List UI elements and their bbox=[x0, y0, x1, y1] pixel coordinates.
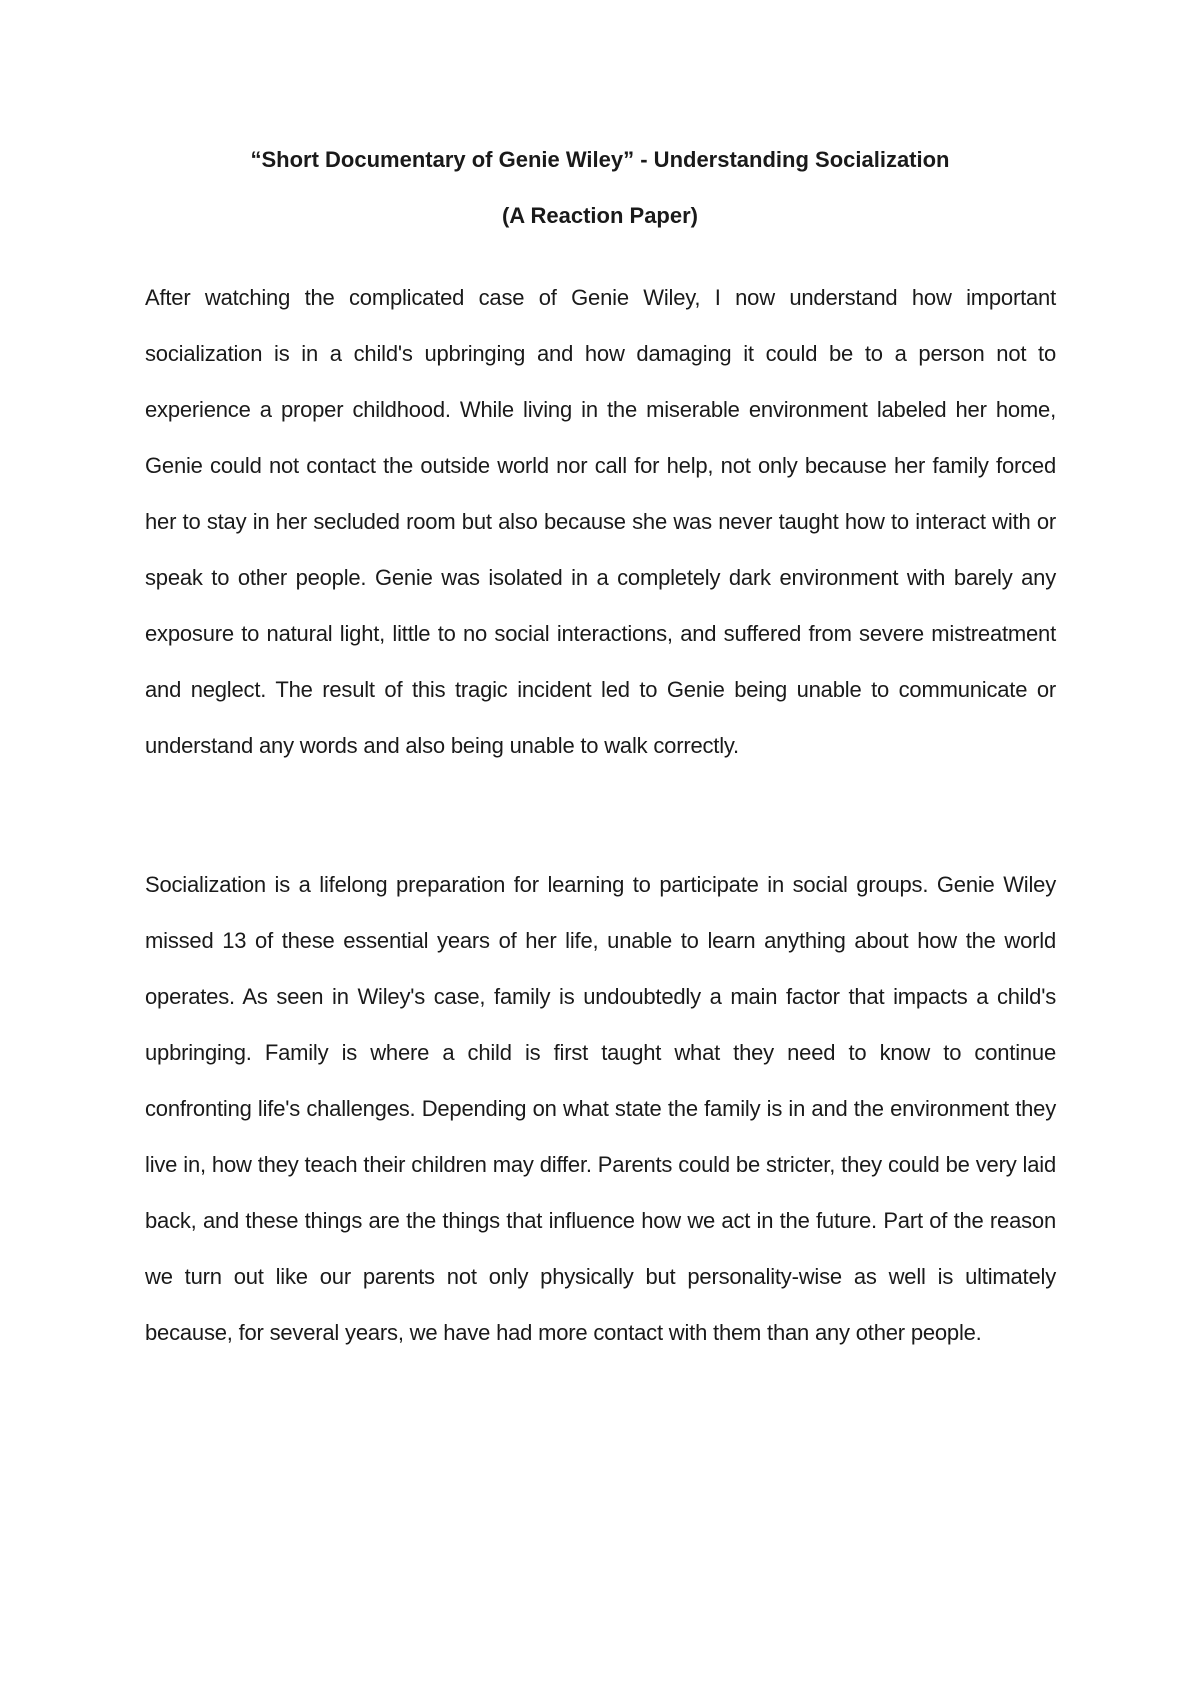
paragraph-2: Socialization is a lifelong preparation for learning to participate in social groups. Genie Wiley missed 13 of these essential years of her life, unable to learn anything about how the world operates. As seen in Wiley's case, family is undoubtedly a main factor that impacts a child's upbringing. Family is where a child is first taught what they need to know to continue confronting life's challenges. Depending on what state the family is in and the environment they live in, how they teach their children may differ. Parents could be stricter, they could be very laid back, and these things are the things that influence how we act in the future. Part of the reason we turn out like our parents not only physically but personality-wise as well is ultimately because, for several years, we have had more contact with them than any other people. bbox=[145, 872, 1056, 1345]
document-subtitle: (A Reaction Paper) bbox=[501, 203, 698, 228]
paragraph-1: After watching the complicated case of Genie Wiley, I now understand how important socialization is in a child's upbringing and how damaging it could be to a person not to experience a proper childhood. While living in the miserable environment labeled her home, Genie could not contact the outside world nor call for help, not only because her family forced her to stay in her secluded room but also because she was never taught how to interact with or speak to other people. Genie was isolated in a completely dark environment with barely any exposure to natural light, little to no social interactions, and suffered from severe mistreatment and neglect. The result of this tragic incident led to Genie being unable to communicate or understand any words and also being unable to walk correctly. bbox=[145, 285, 1056, 758]
document-title: “Short Documentary of Genie Wiley” - Understanding Socialization bbox=[250, 147, 950, 172]
